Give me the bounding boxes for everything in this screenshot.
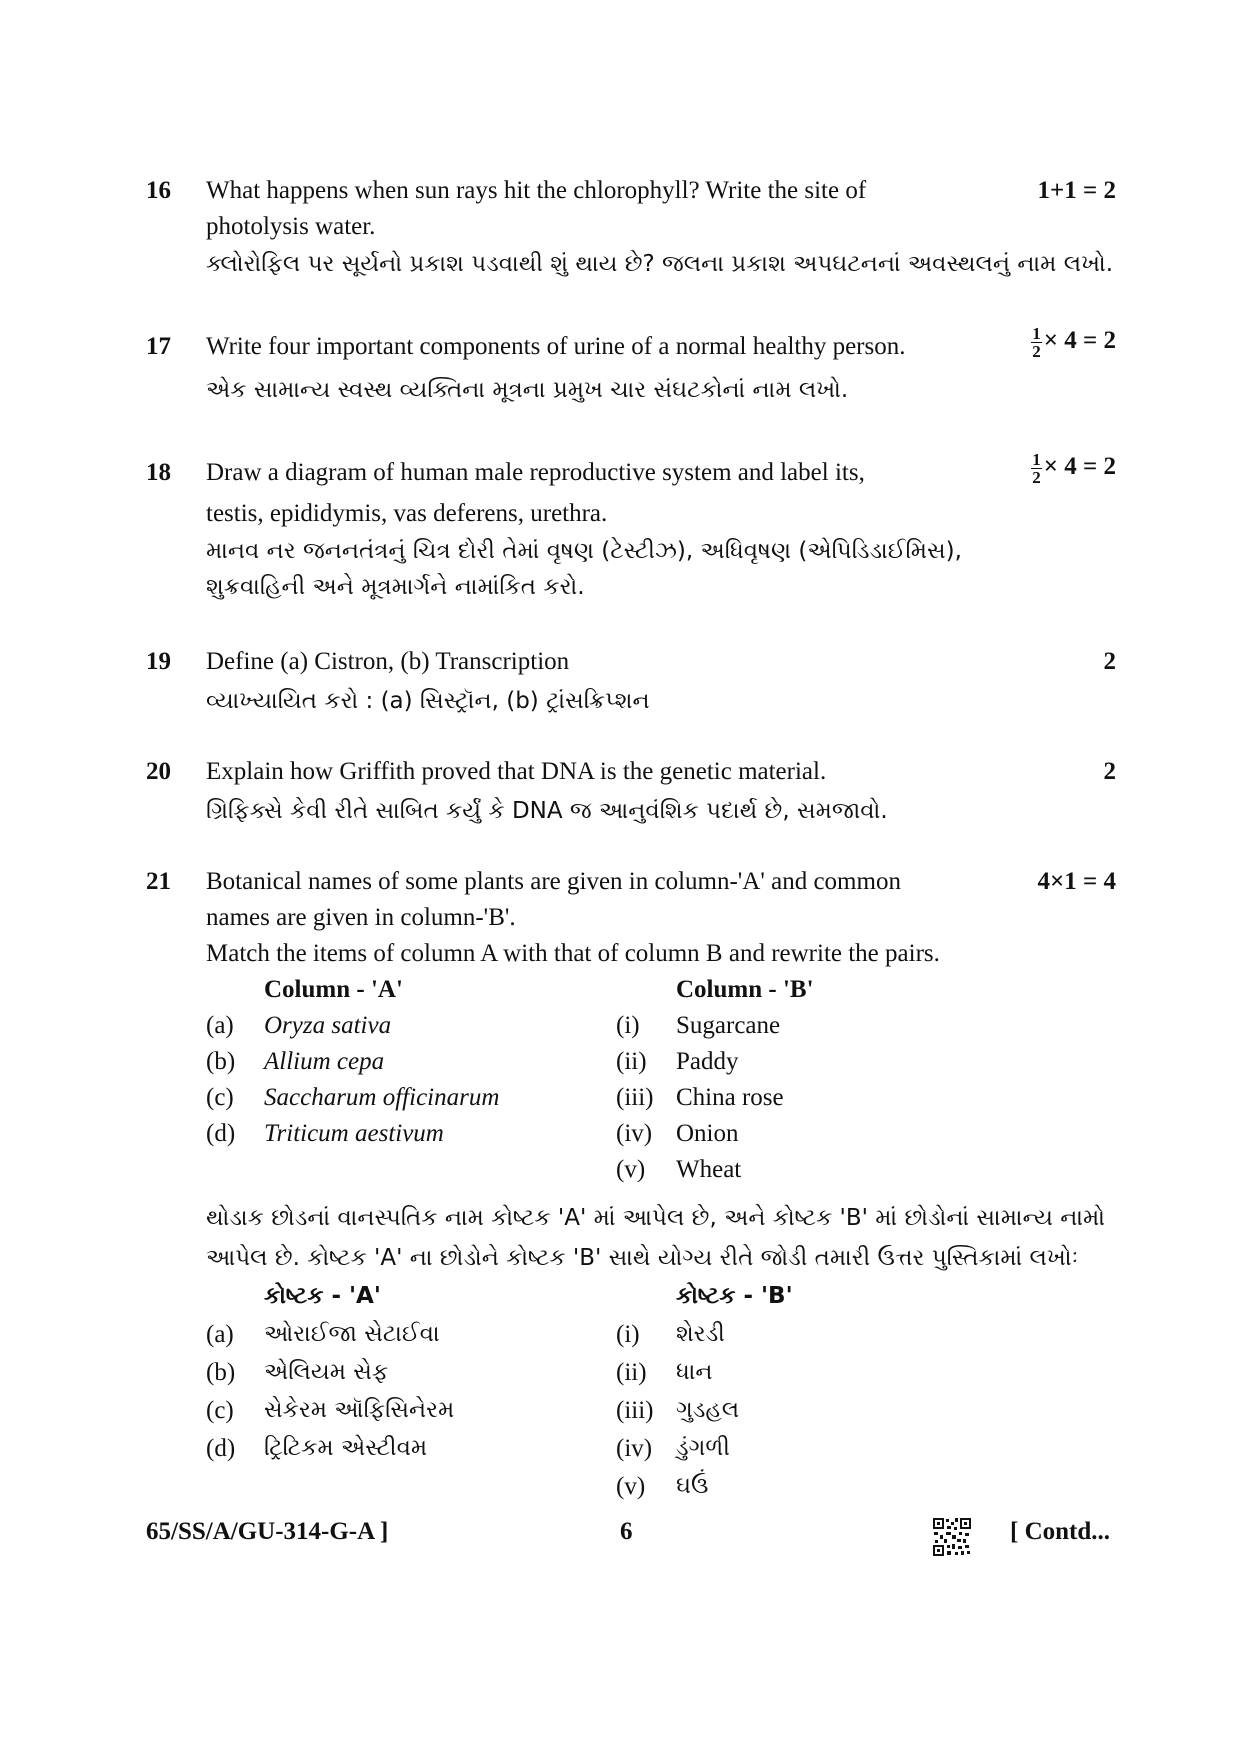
column-a-item: Allium cepa xyxy=(264,1048,385,1075)
marks: 1+1 = 2 xyxy=(1037,177,1116,204)
question-text-en: Define (a) Cistron, (b) Transcription xyxy=(206,648,570,675)
column-b-item: China rose xyxy=(676,1084,784,1111)
column-b-item: Paddy xyxy=(676,1048,739,1075)
column-b-item: Sugarcane xyxy=(676,1012,781,1039)
marks: 2 xyxy=(1103,648,1116,675)
question-text-en: Explain how Griffith proved that DNA is the genetic material. xyxy=(206,758,827,785)
question-number: 18 xyxy=(146,459,171,486)
question-number: 20 xyxy=(146,758,171,785)
continued-label: [ Contd... xyxy=(1010,1518,1111,1545)
column-b-item: Onion xyxy=(676,1120,739,1147)
question-number: 16 xyxy=(146,177,171,204)
column-b-item: ડુંગળી xyxy=(676,1435,730,1461)
column-a-label: (d) xyxy=(206,1435,236,1462)
question-text-en: Write four important components of urine of a normal healthy person. xyxy=(206,333,906,360)
column-b-label: (iv) xyxy=(616,1120,653,1147)
question-text-gu: ગ્રિફિક્સે કેવી રીતે સાબિત કર્યું કે DNA જ આનુવંશિક પદાર્થ છે, સમજાવો. xyxy=(206,798,888,824)
question-text-gu: વ્યાખ્યાયિત કરો : (a) સિસ્ટ્રૉન, (b) ટ્રાંસક્રિપ્શન xyxy=(206,688,650,714)
question-number: 17 xyxy=(146,333,171,360)
column-b-item: ઘઉં xyxy=(676,1473,709,1499)
question-number: 21 xyxy=(146,868,171,895)
column-b-item: ગુડહલ xyxy=(676,1397,740,1423)
column-a-item: Triticum aestivum xyxy=(264,1120,444,1147)
paper-code: 65/SS/A/GU-314-G-A ] xyxy=(146,1518,389,1545)
column-b-label: (iii) xyxy=(616,1397,654,1424)
column-a-item: ઓરાઈજા સેટાઈવા xyxy=(264,1321,440,1347)
page-number: 6 xyxy=(620,1518,633,1545)
question-text-en: photolysis water. xyxy=(206,213,376,240)
column-a-item: Saccharum officinarum xyxy=(264,1084,500,1111)
question-text-gu: શુક્રવાહિની અને મૂત્રમાર્ગને નામાંકિત કરો. xyxy=(206,574,585,600)
column-b-label: (ii) xyxy=(616,1359,647,1386)
column-b-label: (iv) xyxy=(616,1435,653,1462)
column-a-label: (d) xyxy=(206,1120,236,1147)
column-b-label: (ii) xyxy=(616,1048,647,1075)
column-a-heading: કોષ્ટક - 'A' xyxy=(264,1283,381,1309)
fraction-half: $\frac{1}{2}$ xyxy=(1032,324,1041,361)
marks: $\frac{1}{2}$ × 4 = 2 xyxy=(1032,450,1116,487)
column-a-label: (b) xyxy=(206,1048,236,1075)
column-b-heading: Column - 'B' xyxy=(676,976,814,1003)
column-a-item: એલિયમ સેફ xyxy=(264,1359,389,1385)
question-text-en: Draw a diagram of human male reproductive system and label its, xyxy=(206,459,865,486)
question-text-en: Botanical names of some plants are given in column-'A' and common xyxy=(206,868,901,895)
question-number: 19 xyxy=(146,648,171,675)
column-b-label: (v) xyxy=(616,1156,646,1183)
column-b-label: (iii) xyxy=(616,1084,654,1111)
question-text-gu: થોડાક છોડનાં વાનસ્પતિક નામ કોષ્ટક 'A' માં આપેલ છે, અને કોષ્ટક 'B' માં છોડોનાં સામાન્ય નામો xyxy=(206,1205,1105,1231)
question-text-en: names are given in column-'B'. xyxy=(206,904,516,931)
column-a-label: (c) xyxy=(206,1084,234,1111)
column-a-item: સેકેરમ ઑફિસિનેરમ xyxy=(264,1397,455,1423)
column-b-label: (i) xyxy=(616,1321,640,1348)
column-b-item: શેરડી xyxy=(676,1321,725,1347)
column-a-label: (c) xyxy=(206,1397,234,1424)
question-text-gu: એક સામાન્ય સ્વસ્થ વ્યક્તિના મૂત્રના પ્રમુખ ચાર સંઘટકોનાં નામ લખો. xyxy=(206,377,849,403)
column-a-label: (a) xyxy=(206,1012,234,1039)
marks: 4×1 = 4 xyxy=(1037,868,1116,895)
column-a-label: (a) xyxy=(206,1321,234,1348)
column-a-item: ટ્રિટિકમ એસ્ટીવમ xyxy=(264,1435,428,1461)
question-text-en: testis, epididymis, vas deferens, urethra. xyxy=(206,500,608,527)
question-text-gu: આપેલ છે. કોષ્ટક 'A' ના છોડોને કોષ્ટક 'B' સાથે યોગ્ય રીતે જોડી તમારી ઉત્તર પુસ્તિકામાં લખોઃ xyxy=(206,1245,1079,1271)
column-b-label: (v) xyxy=(616,1473,646,1500)
marks: 2 xyxy=(1103,758,1116,785)
column-b-item: ધાન xyxy=(676,1359,713,1385)
column-b-item: Wheat xyxy=(676,1156,742,1183)
column-a-label: (b) xyxy=(206,1359,236,1386)
column-b-heading: કોષ્ટક - 'B' xyxy=(676,1283,793,1309)
question-text-gu: માનવ નર જનનતંત્રનું ચિત્ર દોરી તેમાં વૃષણ (ટેસ્ટીઝ), અધિવૃષણ (એપિડિડાઈમિસ), xyxy=(206,538,962,564)
column-a-item: Oryza sativa xyxy=(264,1012,392,1039)
question-text-en: What happens when sun rays hit the chlorophyll? Write the site of xyxy=(206,177,867,204)
question-text-en: Match the items of column A with that of column B and rewrite the pairs. xyxy=(206,940,940,967)
fraction-half: $\frac{1}{2}$ xyxy=(1032,450,1041,487)
qr-code-icon xyxy=(932,1517,972,1557)
marks: $\frac{1}{2}$ × 4 = 2 xyxy=(1032,324,1116,361)
column-b-label: (i) xyxy=(616,1012,640,1039)
question-text-gu: ક્લોરોફિલ પર સૂર્યનો પ્રકાશ પડવાથી શું થાય છે? જલના પ્રકાશ અપઘટનનાં અવસ્થલનું નામ લખો. xyxy=(206,251,1114,277)
column-a-heading: Column - 'A' xyxy=(264,976,403,1003)
